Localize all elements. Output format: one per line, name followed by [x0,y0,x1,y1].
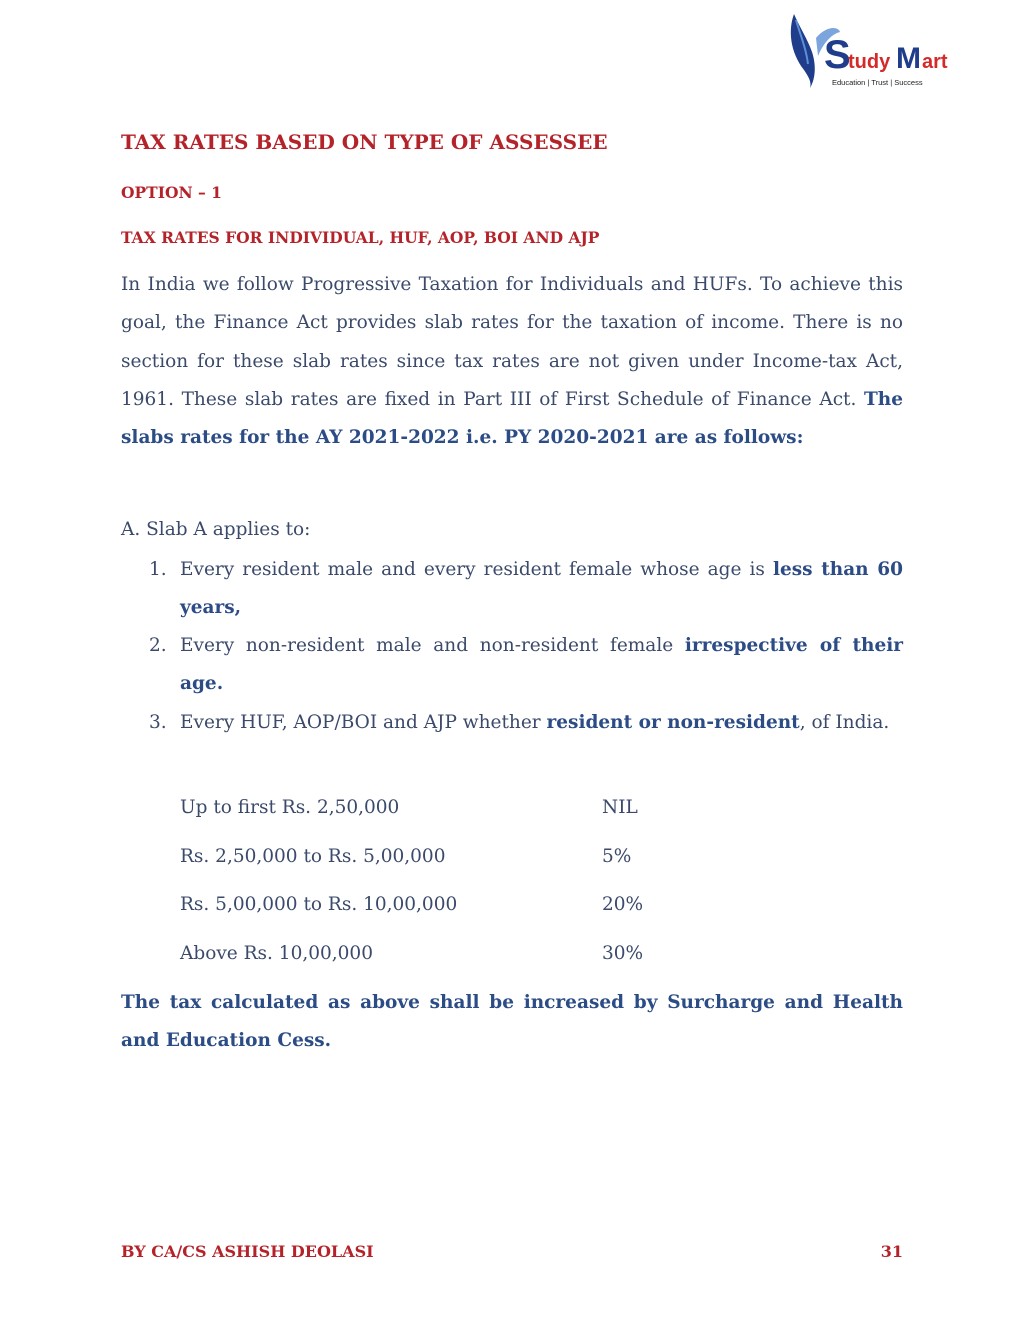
logo-tagline: Education | Trust | Success [832,78,923,87]
list-item-text: Every non-resident male and non-resident female [180,635,685,656]
list-item-text: Every resident male and every resident female whose age is [180,559,773,580]
footer-author: BY CA/CS ASHISH DEOLASI [121,1242,374,1261]
logo-letter-s: S [824,33,851,77]
rate-row [180,843,740,871]
intro-text: In India we follow Progressive Taxation for Individuals and HUFs. To achieve this goal, the Finance Act provides slab rates for the taxation of income. There is no section for these slab rates since tax rates are not given under Income-tax Act, 1961. These slab rates are fixed in Part III of First Schedule of Finance Act. [121,274,903,410]
list-item-number: 2. [149,635,167,656]
rate-range: Up to first Rs. 2,50,000 [180,797,400,818]
list-item [149,627,903,704]
section-subheading: TAX RATES FOR INDIVIDUAL, HUF, AOP, BOI AND AJP [121,228,600,247]
list-item-emphasis: irrespective of their age. [180,635,903,695]
intro-paragraph [121,266,903,457]
list-item-emphasis: resident or non-resident [546,712,800,733]
list-item [149,704,903,742]
list-item [149,551,903,628]
rate-row [180,794,740,822]
logo-word-art: art [922,51,948,73]
page-heading: TAX RATES BASED ON TYPE OF ASSESSEE [121,130,608,154]
list-item-number: 1. [149,559,167,580]
logo-word-tudy: tudy [848,51,891,73]
closing-note: The tax calculated as above shall be increased by Surcharge and Health and Education Cess. [121,992,903,1052]
study-mart-logo [786,12,962,90]
rate-range: Above Rs. 10,00,000 [180,943,373,964]
logo-letter-m: M [896,42,921,75]
rate-range: Rs. 5,00,000 to Rs. 10,00,000 [180,894,458,915]
intro-bold-text: The slabs rates for the AY 2021-2022 i.e. PY 2020-2021 are as follows: [121,388,903,449]
rate-value: 20% [602,894,644,915]
rate-value: 30% [602,943,644,964]
page-number: 31 [880,1242,903,1261]
list-item-number: 3. [149,712,167,733]
list-item-text: Every HUF, AOP/BOI and AJP whether [180,712,547,733]
rate-row [180,940,740,968]
rate-range: Rs. 2,50,000 to Rs. 5,00,000 [180,846,446,867]
option-label: OPTION – 1 [121,183,222,202]
rate-value: 5% [602,846,632,867]
list-item-tail: , of India. [799,712,890,733]
list-item-emphasis: less than 60 years, [180,559,903,619]
rate-row [180,891,740,919]
slab-a-title: A. Slab A applies to: [121,519,311,540]
rate-value: NIL [602,797,638,818]
